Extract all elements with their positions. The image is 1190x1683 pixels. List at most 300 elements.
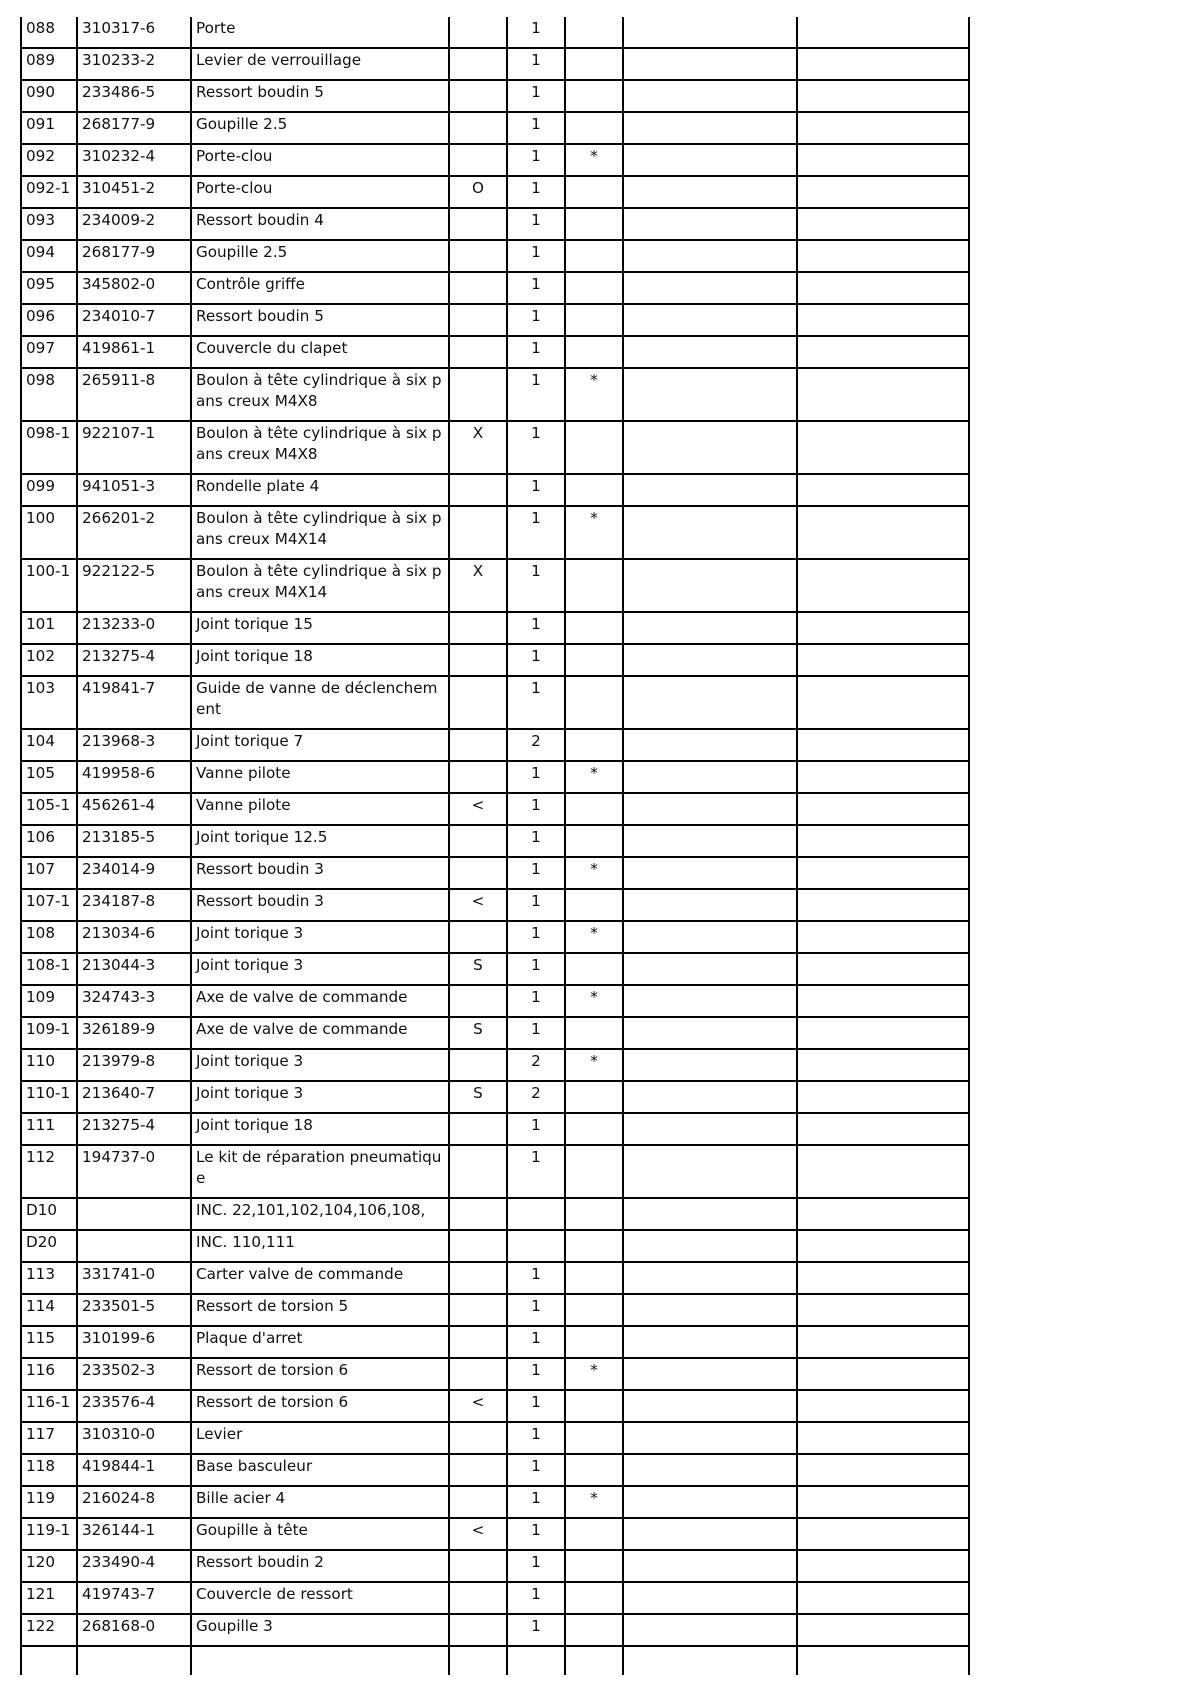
option-code-cell (449, 336, 507, 368)
description-cell: Goupille à tête (191, 1518, 449, 1550)
item-number-cell: 096 (21, 304, 77, 336)
empty-cell (623, 1326, 797, 1358)
empty-cell (797, 208, 969, 240)
part-number-cell: 310451-2 (77, 176, 191, 208)
empty-cell (623, 304, 797, 336)
option-code-cell (449, 1113, 507, 1145)
option-code-cell (449, 1454, 507, 1486)
part-number-cell: 310233-2 (77, 48, 191, 80)
description-cell: Joint torique 18 (191, 644, 449, 676)
empty-cell (565, 1646, 623, 1675)
description-cell: Ressort boudin 2 (191, 1550, 449, 1582)
quantity-cell: 1 (507, 506, 565, 559)
empty-cell (507, 1646, 565, 1675)
part-number-cell: 233501-5 (77, 1294, 191, 1326)
change-mark-cell (565, 559, 623, 612)
option-code-cell (449, 272, 507, 304)
change-mark-cell (565, 1422, 623, 1454)
description-cell: Carter valve de commande (191, 1262, 449, 1294)
description-cell: Joint torique 18 (191, 1113, 449, 1145)
item-number-cell: 107 (21, 857, 77, 889)
empty-cell (797, 272, 969, 304)
item-number-cell: 099 (21, 474, 77, 506)
empty-cell (797, 612, 969, 644)
part-number-cell: 213044-3 (77, 953, 191, 985)
option-code-cell (449, 985, 507, 1017)
empty-cell (797, 506, 969, 559)
description-cell: Couvercle de ressort (191, 1582, 449, 1614)
quantity-cell: 1 (507, 304, 565, 336)
part-number-cell: 213034-6 (77, 921, 191, 953)
item-number-cell: 103 (21, 676, 77, 729)
quantity-cell: 1 (507, 1518, 565, 1550)
description-cell: Goupille 2.5 (191, 112, 449, 144)
item-number-cell: 114 (21, 1294, 77, 1326)
empty-cell (623, 1198, 797, 1230)
part-number-cell: 310310-0 (77, 1422, 191, 1454)
item-number-cell: 098-1 (21, 421, 77, 474)
table-row (21, 1262, 969, 1294)
table-row (21, 559, 969, 612)
empty-cell (623, 1646, 797, 1675)
description-cell: Le kit de réparation pneumatique (191, 1145, 449, 1198)
empty-cell (623, 612, 797, 644)
table-row (21, 1017, 969, 1049)
table-row (21, 1049, 969, 1081)
item-number-cell: 092-1 (21, 176, 77, 208)
empty-cell (797, 559, 969, 612)
change-mark-cell: * (565, 506, 623, 559)
empty-cell (797, 176, 969, 208)
option-code-cell: S (449, 953, 507, 985)
empty-cell (623, 336, 797, 368)
table-row (21, 1113, 969, 1145)
description-cell: Porte-clou (191, 176, 449, 208)
item-number-cell: 093 (21, 208, 77, 240)
item-number-cell: 118 (21, 1454, 77, 1486)
empty-cell (797, 921, 969, 953)
empty-cell (797, 1550, 969, 1582)
table-row (21, 240, 969, 272)
item-number-cell: 111 (21, 1113, 77, 1145)
empty-cell (623, 1017, 797, 1049)
description-cell: Ressort de torsion 5 (191, 1294, 449, 1326)
item-number-cell: D20 (21, 1230, 77, 1262)
part-number-cell: 265911-8 (77, 368, 191, 421)
quantity-cell: 1 (507, 1550, 565, 1582)
description-cell: Boulon à tête cylindrique à six pans creux M4X8 (191, 368, 449, 421)
item-number-cell: 105 (21, 761, 77, 793)
description-cell: Joint torique 12.5 (191, 825, 449, 857)
table-row (21, 889, 969, 921)
option-code-cell (449, 474, 507, 506)
change-mark-cell (565, 80, 623, 112)
empty-cell (623, 1230, 797, 1262)
table-row (21, 644, 969, 676)
change-mark-cell: * (565, 368, 623, 421)
part-number-cell: 213185-5 (77, 825, 191, 857)
part-number-cell: 419743-7 (77, 1582, 191, 1614)
description-cell: Bille acier 4 (191, 1486, 449, 1518)
quantity-cell: 1 (507, 985, 565, 1017)
empty-cell (623, 953, 797, 985)
empty-cell (797, 1017, 969, 1049)
description-cell: Joint torique 3 (191, 921, 449, 953)
change-mark-cell (565, 176, 623, 208)
quantity-cell: 1 (507, 1614, 565, 1646)
description-cell: Joint torique 15 (191, 612, 449, 644)
description-cell: Vanne pilote (191, 793, 449, 825)
change-mark-cell (565, 421, 623, 474)
change-mark-cell: * (565, 857, 623, 889)
description-cell: Axe de valve de commande (191, 985, 449, 1017)
description-cell: Ressort boudin 4 (191, 208, 449, 240)
part-number-cell: 456261-4 (77, 793, 191, 825)
empty-cell (797, 112, 969, 144)
empty-cell (623, 921, 797, 953)
empty-cell (797, 1145, 969, 1198)
change-mark-cell (565, 474, 623, 506)
part-number-cell: 331741-0 (77, 1262, 191, 1294)
change-mark-cell: * (565, 921, 623, 953)
description-cell: Axe de valve de commande (191, 1017, 449, 1049)
quantity-cell: 1 (507, 793, 565, 825)
option-code-cell (449, 48, 507, 80)
empty-cell (191, 1646, 449, 1675)
description-cell: Porte (191, 17, 449, 48)
item-number-cell: 116-1 (21, 1390, 77, 1422)
description-cell: Joint torique 3 (191, 1049, 449, 1081)
change-mark-cell (565, 889, 623, 921)
quantity-cell: 1 (507, 761, 565, 793)
description-cell: Contrôle griffe (191, 272, 449, 304)
description-cell: Ressort de torsion 6 (191, 1390, 449, 1422)
empty-cell (797, 1294, 969, 1326)
table-row (21, 421, 969, 474)
part-number-cell: 233490-4 (77, 1550, 191, 1582)
empty-cell (797, 793, 969, 825)
description-cell: Joint torique 3 (191, 953, 449, 985)
description-cell: Levier (191, 1422, 449, 1454)
empty-cell (623, 80, 797, 112)
item-number-cell: 112 (21, 1145, 77, 1198)
item-number-cell: 109 (21, 985, 77, 1017)
table-row-continuation (21, 1646, 969, 1675)
change-mark-cell (565, 272, 623, 304)
quantity-cell: 1 (507, 1582, 565, 1614)
quantity-cell: 1 (507, 336, 565, 368)
option-code-cell: S (449, 1017, 507, 1049)
option-code-cell (449, 644, 507, 676)
change-mark-cell (565, 729, 623, 761)
table-row (21, 176, 969, 208)
quantity-cell: 1 (507, 1390, 565, 1422)
quantity-cell: 1 (507, 1422, 565, 1454)
change-mark-cell (565, 1582, 623, 1614)
parts-list-table (20, 17, 970, 1675)
option-code-cell (449, 1145, 507, 1198)
option-code-cell: O (449, 176, 507, 208)
quantity-cell: 1 (507, 889, 565, 921)
empty-cell (623, 1454, 797, 1486)
item-number-cell: 094 (21, 240, 77, 272)
part-number-cell: 326189-9 (77, 1017, 191, 1049)
part-number-cell (77, 1230, 191, 1262)
table-row (21, 1390, 969, 1422)
option-code-cell (449, 676, 507, 729)
empty-cell (623, 48, 797, 80)
item-number-cell: 115 (21, 1326, 77, 1358)
option-code-cell (449, 80, 507, 112)
empty-cell (797, 729, 969, 761)
empty-cell (797, 17, 969, 48)
item-number-cell: 119 (21, 1486, 77, 1518)
quantity-cell: 1 (507, 857, 565, 889)
option-code-cell: < (449, 1518, 507, 1550)
description-cell: Joint torique 7 (191, 729, 449, 761)
part-number-cell: 419844-1 (77, 1454, 191, 1486)
part-number-cell: 213275-4 (77, 1113, 191, 1145)
empty-cell (797, 1486, 969, 1518)
description-cell: Levier de verrouillage (191, 48, 449, 80)
quantity-cell: 1 (507, 1145, 565, 1198)
option-code-cell: < (449, 793, 507, 825)
empty-cell (623, 1422, 797, 1454)
table-row (21, 825, 969, 857)
table-row (21, 857, 969, 889)
part-number-cell: 233576-4 (77, 1390, 191, 1422)
description-cell: Boulon à tête cylindrique à six pans creux M4X14 (191, 506, 449, 559)
change-mark-cell: * (565, 761, 623, 793)
empty-cell (797, 1230, 969, 1262)
item-number-cell: 101 (21, 612, 77, 644)
empty-cell (623, 368, 797, 421)
empty-cell (797, 48, 969, 80)
table-row (21, 506, 969, 559)
part-number-cell: 268177-9 (77, 112, 191, 144)
part-number-cell: 213275-4 (77, 644, 191, 676)
description-cell: Boulon à tête cylindrique à six pans creux M4X8 (191, 421, 449, 474)
option-code-cell (449, 1230, 507, 1262)
empty-cell (623, 240, 797, 272)
table-row (21, 953, 969, 985)
description-cell: INC. 22,101,102,104,106,108, (191, 1198, 449, 1230)
item-number-cell: D10 (21, 1198, 77, 1230)
part-number-cell: 419958-6 (77, 761, 191, 793)
empty-cell (797, 1518, 969, 1550)
empty-cell (623, 1486, 797, 1518)
quantity-cell: 1 (507, 17, 565, 48)
table-row (21, 17, 969, 48)
description-cell: Ressort boudin 5 (191, 304, 449, 336)
change-mark-cell: * (565, 1049, 623, 1081)
table-row (21, 304, 969, 336)
table-row (21, 1550, 969, 1582)
table-row (21, 112, 969, 144)
table-row (21, 612, 969, 644)
change-mark-cell (565, 1017, 623, 1049)
empty-cell (623, 985, 797, 1017)
empty-cell (797, 1614, 969, 1646)
option-code-cell (449, 1262, 507, 1294)
empty-cell (797, 1358, 969, 1390)
option-code-cell (449, 208, 507, 240)
option-code-cell (449, 506, 507, 559)
table-row (21, 1454, 969, 1486)
empty-cell (797, 953, 969, 985)
part-number-cell: 268177-9 (77, 240, 191, 272)
change-mark-cell (565, 1294, 623, 1326)
quantity-cell: 1 (507, 176, 565, 208)
description-cell: Ressort boudin 5 (191, 80, 449, 112)
quantity-cell: 1 (507, 421, 565, 474)
empty-cell (797, 1390, 969, 1422)
part-number-cell: 326144-1 (77, 1518, 191, 1550)
part-number-cell: 233486-5 (77, 80, 191, 112)
quantity-cell: 1 (507, 272, 565, 304)
table-row (21, 1422, 969, 1454)
quantity-cell: 1 (507, 1294, 565, 1326)
empty-cell (797, 676, 969, 729)
empty-cell (797, 1582, 969, 1614)
part-number-cell: 234187-8 (77, 889, 191, 921)
change-mark-cell (565, 240, 623, 272)
table-row (21, 761, 969, 793)
quantity-cell: 1 (507, 1486, 565, 1518)
empty-cell (797, 889, 969, 921)
empty-cell (623, 644, 797, 676)
empty-cell (623, 1049, 797, 1081)
table-row (21, 921, 969, 953)
empty-cell (797, 1646, 969, 1675)
description-cell: Vanne pilote (191, 761, 449, 793)
change-mark-cell (565, 612, 623, 644)
change-mark-cell (565, 1113, 623, 1145)
option-code-cell (449, 112, 507, 144)
option-code-cell (449, 17, 507, 48)
part-number-cell: 324743-3 (77, 985, 191, 1017)
change-mark-cell (565, 1518, 623, 1550)
empty-cell (623, 793, 797, 825)
empty-cell (797, 1049, 969, 1081)
option-code-cell (449, 1049, 507, 1081)
option-code-cell (449, 144, 507, 176)
empty-cell (449, 1646, 507, 1675)
part-number-cell: 419861-1 (77, 336, 191, 368)
description-cell: Boulon à tête cylindrique à six pans creux M4X14 (191, 559, 449, 612)
empty-cell (623, 1518, 797, 1550)
option-code-cell (449, 729, 507, 761)
empty-cell (797, 474, 969, 506)
change-mark-cell (565, 825, 623, 857)
empty-cell (623, 1550, 797, 1582)
option-code-cell (449, 304, 507, 336)
empty-cell (797, 336, 969, 368)
table-row (21, 368, 969, 421)
empty-cell (623, 825, 797, 857)
item-number-cell: 113 (21, 1262, 77, 1294)
quantity-cell: 2 (507, 1081, 565, 1113)
empty-cell (797, 80, 969, 112)
item-number-cell: 110-1 (21, 1081, 77, 1113)
part-number-cell: 310199-6 (77, 1326, 191, 1358)
empty-cell (797, 421, 969, 474)
quantity-cell: 1 (507, 368, 565, 421)
table-row (21, 1294, 969, 1326)
description-cell: Goupille 2.5 (191, 240, 449, 272)
empty-cell (623, 176, 797, 208)
part-number-cell: 234014-9 (77, 857, 191, 889)
part-number-cell: 310317-6 (77, 17, 191, 48)
quantity-cell: 1 (507, 1358, 565, 1390)
empty-cell (623, 889, 797, 921)
change-mark-cell (565, 1326, 623, 1358)
empty-cell (797, 1454, 969, 1486)
item-number-cell: 107-1 (21, 889, 77, 921)
quantity-cell: 1 (507, 676, 565, 729)
change-mark-cell (565, 48, 623, 80)
part-number-cell: 216024-8 (77, 1486, 191, 1518)
quantity-cell: 1 (507, 559, 565, 612)
option-code-cell (449, 1486, 507, 1518)
table-row (21, 1326, 969, 1358)
empty-cell (77, 1646, 191, 1675)
table-row (21, 474, 969, 506)
quantity-cell: 1 (507, 1454, 565, 1486)
empty-cell (797, 1081, 969, 1113)
table-row (21, 1486, 969, 1518)
table-row (21, 1614, 969, 1646)
description-cell: Base basculeur (191, 1454, 449, 1486)
empty-cell (623, 1145, 797, 1198)
part-number-cell: 233502-3 (77, 1358, 191, 1390)
quantity-cell: 1 (507, 240, 565, 272)
empty-cell (797, 985, 969, 1017)
quantity-cell: 1 (507, 112, 565, 144)
table-row (21, 48, 969, 80)
part-number-cell: 234010-7 (77, 304, 191, 336)
description-cell: Joint torique 3 (191, 1081, 449, 1113)
description-cell: Ressort de torsion 6 (191, 1358, 449, 1390)
description-cell: INC. 110,111 (191, 1230, 449, 1262)
table-row (21, 1198, 969, 1230)
quantity-cell: 1 (507, 825, 565, 857)
empty-cell (797, 644, 969, 676)
description-cell: Goupille 3 (191, 1614, 449, 1646)
change-mark-cell (565, 208, 623, 240)
description-cell: Guide de vanne de déclenchement (191, 676, 449, 729)
empty-cell (797, 144, 969, 176)
option-code-cell (449, 857, 507, 889)
table-row (21, 272, 969, 304)
change-mark-cell (565, 1390, 623, 1422)
option-code-cell: X (449, 421, 507, 474)
quantity-cell: 1 (507, 48, 565, 80)
quantity-cell: 1 (507, 1017, 565, 1049)
description-cell: Ressort boudin 3 (191, 857, 449, 889)
part-number-cell: 234009-2 (77, 208, 191, 240)
part-number-cell: 310232-4 (77, 144, 191, 176)
part-number-cell: 941051-3 (77, 474, 191, 506)
table-row (21, 729, 969, 761)
change-mark-cell (565, 676, 623, 729)
empty-cell (623, 17, 797, 48)
change-mark-cell (565, 1550, 623, 1582)
item-number-cell: 121 (21, 1582, 77, 1614)
change-mark-cell (565, 1262, 623, 1294)
empty-cell (623, 1294, 797, 1326)
empty-cell (623, 1113, 797, 1145)
